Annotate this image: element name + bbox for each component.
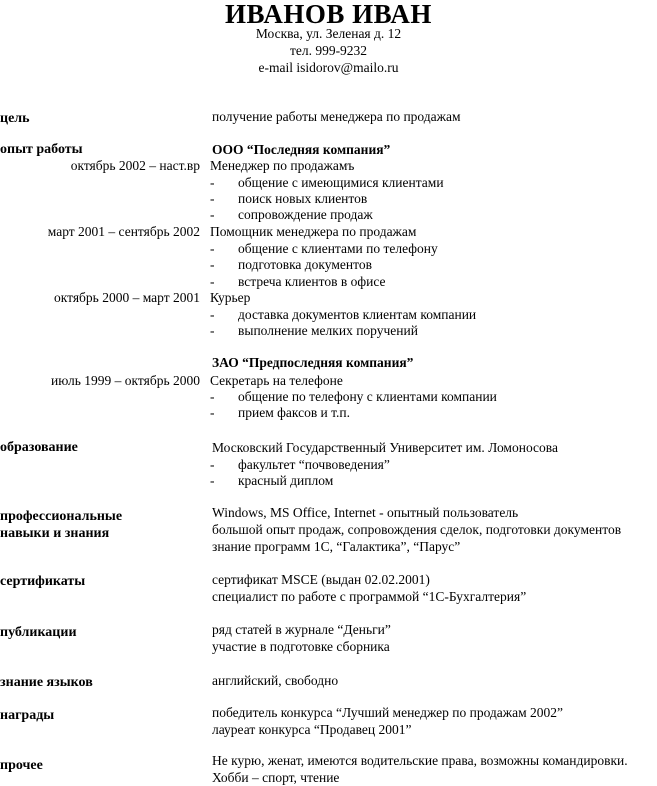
job-title: Менеджер по продажамъ [210,158,355,173]
other-line: Хобби – спорт, чтение [212,770,340,785]
university: Московский Государственный Университет им. Ломоносова [212,440,558,455]
job-title: Секретарь на телефоне [210,373,343,388]
award-line: победитель конкурса “Лучший менеджер по продажам 2002” [212,705,564,720]
section-other-label: прочее [0,758,43,773]
section-certificates-label: сертификаты [0,574,86,589]
skills-line: знание программ 1С, “Галактика”, “Парус” [212,539,461,554]
phone: тел. 999-9232 [289,43,368,58]
section-education-label: образование [0,440,78,455]
job-title: Помощник менеджера по продажам [210,224,417,239]
section-skills-label-1: профессиональные [0,509,123,524]
goal-text: получение работы менеджера по продажам [212,109,461,124]
job-dates: октябрь 2002 – наст.вр [70,158,200,173]
certificate-line: сертификат MSCE (выдан 02.02.2001) [212,572,430,587]
section-awards-label: награды [0,708,55,723]
section-goal-label: цель [0,111,30,126]
job-dates: октябрь 2000 – март 2001 [53,290,200,305]
section-languages-label: знание языков [0,675,93,690]
other-line: Не курю, женат, имеются водительские права, возможны командировки. [212,753,628,768]
company-1: ООО “Последняя компания” [212,142,391,157]
skills-line: Windows, MS Office, Internet - опытный пользователь [212,505,519,520]
job-dates: март 2001 – сентябрь 2002 [47,224,200,239]
address: Москва, ул. Зеленая д. 12 [255,26,402,41]
publication-line: участие в подготовке сборника [212,639,390,654]
section-skills-label-2: навыки и знания [0,526,110,541]
job-dates: июль 1999 – октябрь 2000 [51,373,200,388]
section-publications-label: публикации [0,625,77,640]
languages-text: английский, свободно [212,673,339,688]
resume-name: ИВАНОВ ИВАН [225,0,432,29]
certificate-line: специалист по работе с программой “1С-Бухгалтерия” [212,589,527,604]
job-title: Курьер [210,290,251,305]
section-experience-label: опыт работы [0,142,83,157]
company-2: ЗАО “Предпоследняя компания” [212,355,414,370]
publication-line: ряд статей в журнале “Деньги” [212,622,391,637]
award-line: лауреат конкурса “Продавец 2001” [212,722,412,737]
skills-line: большой опыт продаж, сопровождения сделок, подготовки документов [212,522,622,537]
email: e-mail isidorov@mailo.ru [258,60,399,75]
